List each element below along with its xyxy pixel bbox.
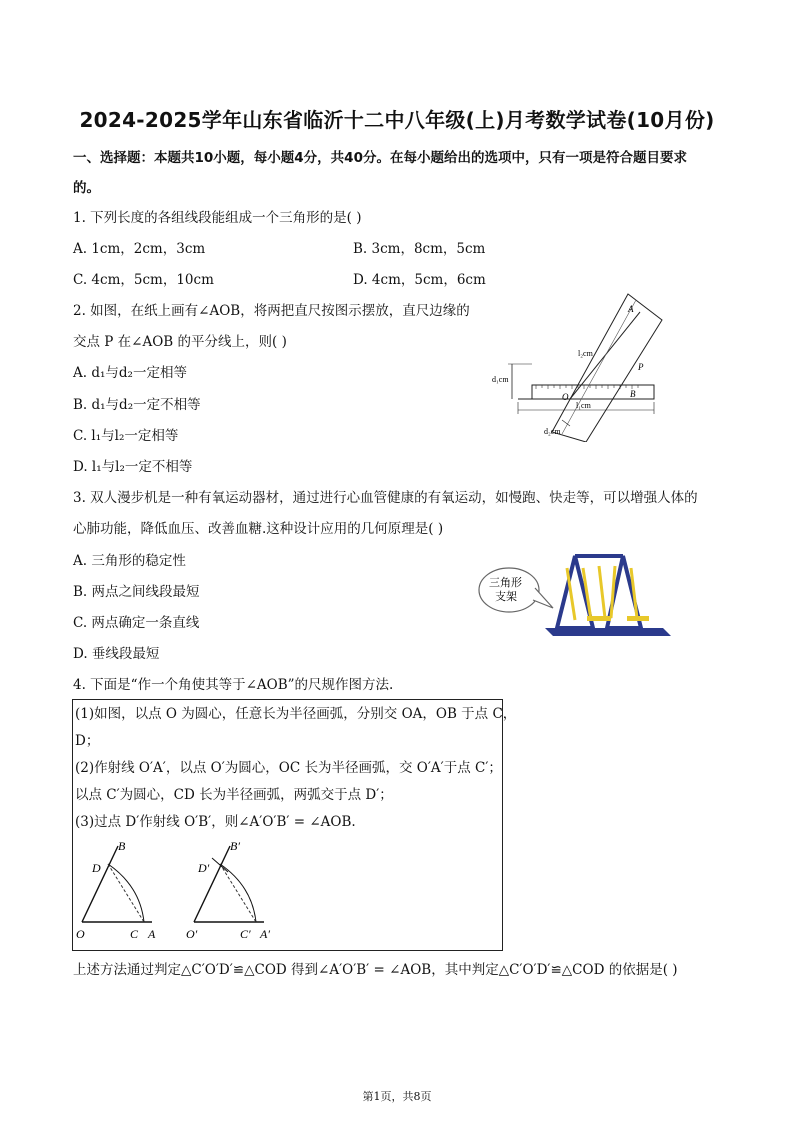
- section-heading-cont: 的。: [73, 180, 100, 196]
- q1-option-a: A. 1cm，2cm，3cm: [73, 241, 206, 257]
- q2-stem-cont: 交点 P 在∠AOB 的平分线上，则( ): [73, 334, 287, 350]
- label-o: O: [562, 392, 569, 402]
- box-line-1: (1)如图，以点 O 为圆心，任意长为半径画弧，分别交 OA，OB 于点 C，: [75, 706, 517, 722]
- q1-option-d: D. 4cm，5cm，6cm: [353, 272, 486, 288]
- q2-stem: 2. 如图，在纸上画有∠AOB，将两把直尺按图示摆放，直尺边缘的: [73, 303, 470, 319]
- q3-stem-cont: 心肺功能，降低血压、改善血糖.这种设计应用的几何原理是( ): [73, 521, 444, 537]
- bubble-text-2: 支架: [495, 591, 517, 603]
- fig2-c: C′: [240, 927, 251, 941]
- q1-stem: 1. 下列长度的各组线段能组成一个三角形的是( ): [73, 210, 362, 226]
- q3-option-b: B. 两点之间线段最短: [73, 584, 200, 600]
- q2-option-d: D. l₁与l₂一定不相等: [73, 459, 193, 475]
- fig2-b: B′: [230, 839, 240, 853]
- exam-title: 2024-2025学年山东省临沂十二中八年级(上)月考数学试卷(10月份): [79, 108, 715, 132]
- label-a: A: [628, 304, 634, 314]
- fig1-d: D: [92, 861, 101, 875]
- bubble-text: 三角形: [489, 577, 522, 589]
- label-d2: d₂cm: [544, 427, 561, 436]
- q3-option-a: A. 三角形的稳定性: [73, 553, 186, 569]
- construction-figures: [74, 838, 274, 948]
- box-line-5: (3)过点 D′作射线 O′B′，则∠A′O′B′ = ∠AOB.: [75, 814, 356, 830]
- label-l1: l₁cm: [576, 401, 591, 410]
- page-footer: 第1页，共8页: [362, 1090, 432, 1103]
- q1-option-b: B. 3cm，8cm，5cm: [353, 241, 486, 257]
- label-p: P: [638, 362, 644, 372]
- fig1-b: B: [118, 839, 126, 853]
- label-d1: d₁cm: [492, 375, 509, 384]
- q3-stem: 3. 双人漫步机是一种有氧运动器材，通过进行心血管健康的有氧运动，如慢跑、快走等，可以增强人体的: [73, 490, 698, 506]
- q4-stem: 4. 下面是“作一个角使其等于∠AOB”的尺规作图方法.: [73, 677, 394, 693]
- q4-tail: 上述方法通过判定△C′O′D′≌△COD 得到∠A′O′B′ = ∠AOB，其中判定△C′O′D′≌△COD 的依据是( ): [73, 962, 678, 978]
- q1-option-c: C. 4cm，5cm，10cm: [73, 272, 214, 288]
- box-line-3: (2)作射线 O′A′，以点 O′为圆心，OC 长为半径画弧，交 O′A′于点 C′；: [75, 760, 502, 776]
- q2-option-a: A. d₁与d₂一定相等: [73, 365, 187, 381]
- q2-option-b: B. d₁与d₂一定不相等: [73, 397, 201, 413]
- q3-option-c: C. 两点确定一条直线: [73, 615, 200, 631]
- q2-option-c: C. l₁与l₂一定相等: [73, 428, 179, 444]
- label-b: B: [630, 389, 636, 399]
- fig1-c: C: [130, 927, 139, 941]
- q3-option-d: D. 垂线段最短: [73, 646, 160, 662]
- fig2-d: D′: [198, 861, 210, 875]
- fig1-o: O: [76, 927, 85, 941]
- label-l2: l₂cm: [578, 349, 593, 358]
- box-line-4: 以点 C′为圆心，CD 长为半径画弧，两弧交于点 D′；: [75, 787, 393, 803]
- box-line-2: D；: [75, 733, 100, 749]
- section-heading: 一、选择题：本题共10小题，每小题4分，共40分。在每小题给出的选项中，只有一项是符合题目要求: [73, 150, 687, 166]
- fig2-a: A′: [260, 927, 270, 941]
- walker-figure: [475, 548, 675, 648]
- fig1-a: A: [148, 927, 156, 941]
- rulers-figure: [490, 292, 670, 442]
- fig2-o: O′: [186, 927, 198, 941]
